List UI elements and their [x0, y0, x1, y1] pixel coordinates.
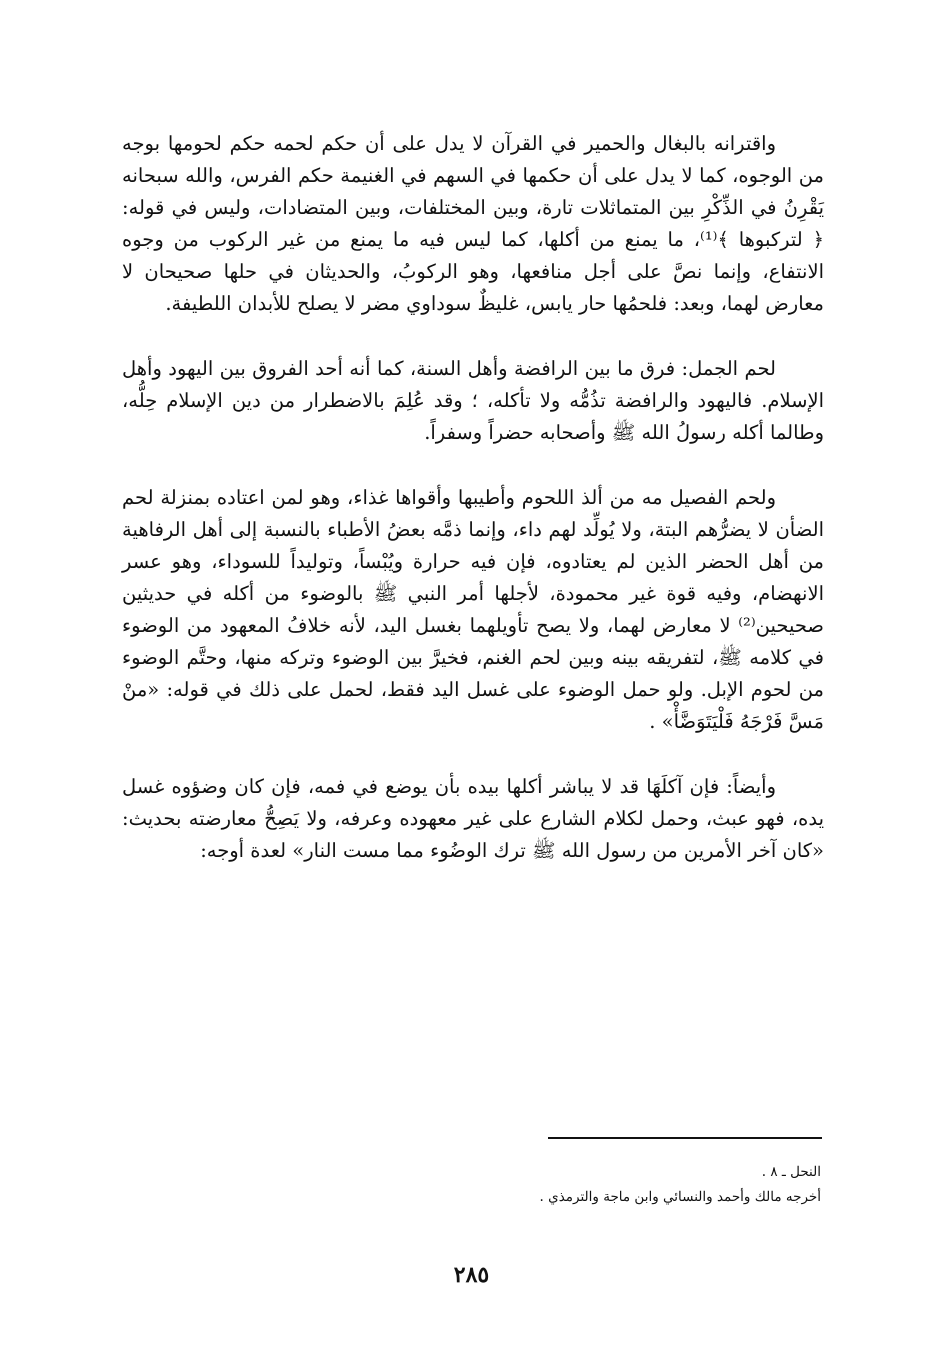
paragraph-horse-meat: واقترانه بالبغال والحمير في القرآن لا يدل على أن حكم لحمه حكم لحومها بوجه من الوجوه، كما لا يدل على أن حكمها في السهم في الغنيمة حكم الفرس، والله سبحانه يَقْرِنُ في الذِّكْرِ بين المتماثلات تارة، وبين المختلفات، وبين المتضادات، وليس في قوله: ﴿ لتركبوها ﴾⁽¹⁾، ما يمنع من أكلها، كما ليس فيه ما يمنع من غير الركوب من وجوه الانتفاع، وإنما نصَّ على أجل منافعها، وهو الركوبُ، والحديثان في حلها صحيحان لا معارض لهما، وبعد: فلحمُها حار يابس، غليظٌ سوداوي مضر لا يصلح للأبدان اللطيفة. — [122, 132, 824, 315]
paragraph-camel-meat: لحم الجمل: فرق ما بين الرافضة وأهل السنة، كما أنه أحد الفروق بين اليهود وأهل الإسلام. فاليهود والرافضة تذُمُّه ولا تأكله، ؛ وقد عُلِمَ بالاضطرار من دين الإسلام حِلُّه، وطالما أكله رسولُ الله ﷺ وأصحابه حضراً وسفراً. — [122, 357, 824, 444]
paragraph-young-camel: ولحم الفصيل مه من ألذ اللحوم وأطيبها وأقواها غذاء، وهو لمن اعتاده بمنزلة لحم الضأن لا يضرُّهم البتة، ولا يُولِّد لهم داء، وإنما ذمَّه بعضُ الأطباء بالنسبة إلى أهل الرفاهية من أهل الحضر الذين لم يعتادوه، فإن فيه حرارة ويُبْساً، وتوليداً للسوداء، وهو عسر الانهضام، وفيه قوة غير محمودة، لأجلها أمر النبي ﷺ بالوضوء من أكله في حديثين صحيحين⁽²⁾ لا معارض لهما، ولا يصح تأويلهما بغسل اليد، لأنه خلافُ المعهود من الوضوء في كلامه ﷺ، لتفريقه بينه وبين لحم الغنم، فخيرَّ بين الوضوء وتركه منها، وحتَّم الوضوء من لحوم الإبل. ولو حمل الوضوء على غسل اليد فقط، لحمل على ذلك في قوله: «منْ مَسَّ فَرْجَهُ فَلْيَتَوَضَّأْ» . — [122, 486, 824, 733]
footnote-2: أخرجه مالك وأحمد والنسائي وابن ماجة والترمذي . — [539, 1189, 821, 1205]
footnote-1: النحل ـ ٨ . — [761, 1164, 821, 1180]
paragraph-also: وأيضاً: فإن آكلَهَا قد لا يباشر أكلها بيده بأن يوضع في فمه، فإن كان وضؤوه غسل يده، فهو عبث، وحمل لكلام الشارع على غير معهوده وعرفه، ولا يَصِحُّ معارضته بحديث: «كان آخر الأمرين من رسول الله ﷺ ترك الوضُوء مما مست النار» لعدة أوجه: — [122, 775, 824, 862]
footnotes — [321, 1160, 821, 1210]
page-number: ٢٨٥ — [453, 1262, 490, 1288]
main-text — [122, 128, 824, 900]
footnote-divider — [548, 1137, 822, 1139]
